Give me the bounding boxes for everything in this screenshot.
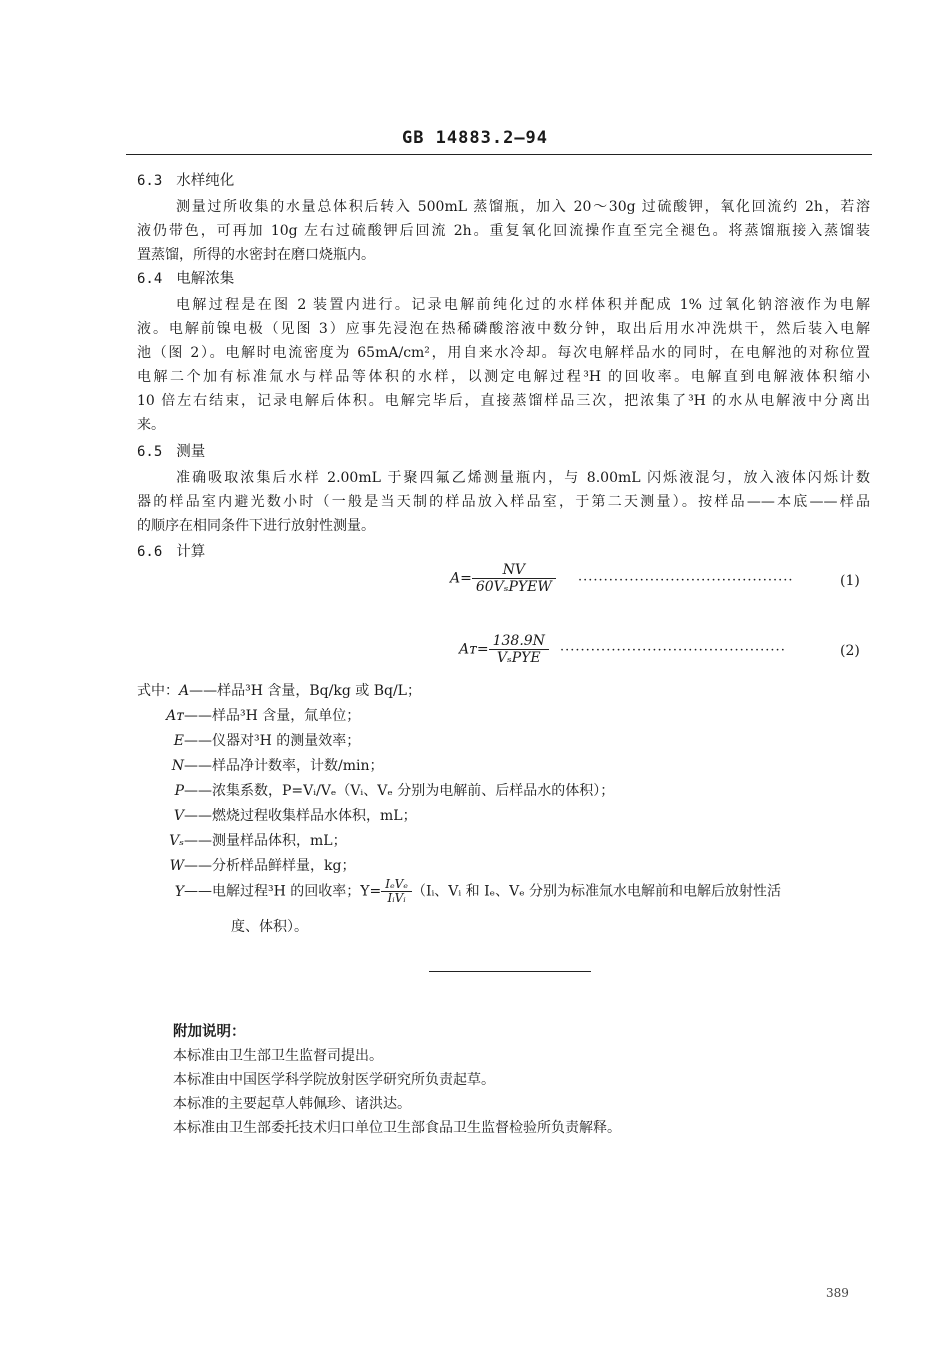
fraction-numerator: IₑVₑ — [381, 878, 412, 892]
where-label: 式中： — [137, 683, 179, 699]
section-title: 测量 — [176, 444, 206, 460]
variable-row — [137, 731, 360, 751]
paragraph-line: 准确吸取浓集后水样 2.00mL 于聚四氟乙烯测量瓶内，与 8.00mL 闪烁液混匀，放入液体闪烁计数 — [176, 470, 870, 486]
paragraph-line: 液仍带色，可再加 10g 左右过硫酸钾后回流 2h。重复氧化回流操作直至完全褪色。将蒸馏瓶接入蒸馏装 — [137, 223, 870, 239]
variable-symbol: P — [174, 783, 184, 799]
paragraph-line: 电解二个加有标准氚水与样品等体积的水样，以测定电解过程³H 的回收率。电解直到电解液体积缩小 — [137, 369, 870, 385]
formula-numerator: NV — [472, 562, 556, 579]
paragraph-line: 来。 — [137, 417, 165, 433]
variable-row — [137, 831, 347, 851]
note-item: 本标准由卫生部委托技术归口单位卫生部食品卫生监督检验所负责解释。 — [173, 1120, 621, 1136]
variable-description: ——浓集系数，P=Vᵢ/Vₑ（Vᵢ、Vₑ 分别为电解前、后样品水的体积）； — [184, 783, 615, 799]
section-6-3-heading — [137, 172, 234, 190]
variable-row — [137, 856, 355, 876]
formula-1 — [450, 562, 556, 595]
section-6-5-heading — [137, 443, 205, 461]
standard-code-header: GB 14883.2—94 — [401, 128, 549, 148]
formula-2 — [459, 633, 549, 666]
leader-dots: ·········································· — [578, 573, 794, 588]
section-6-6-heading — [137, 543, 205, 561]
section-title: 水样纯化 — [176, 173, 235, 189]
variable-description: ——样品³H 含量，氚单位； — [184, 708, 361, 724]
paragraph-line: 池（图 2）。电解时电流密度为 65mA/cm²，用自来水冷却。每次电解样品水的同时，在电解池的对称位置 — [137, 345, 870, 361]
variable-description: ——电解过程³H 的回收率；Y= — [184, 883, 382, 900]
formula-fraction — [489, 633, 549, 666]
formula-lhs: A= — [450, 570, 472, 587]
variable-description: ——样品净计数率，计数/min； — [184, 758, 384, 774]
equation-number: (1) — [840, 573, 860, 589]
end-rule — [429, 971, 591, 972]
fraction-denominator: IᵢVᵢ — [387, 891, 406, 905]
note-item: 本标准由中国医学科学院放射医学研究所负责起草。 — [173, 1072, 495, 1088]
variable-row — [137, 878, 781, 905]
variable-symbol: A — [179, 683, 190, 699]
header-rule — [126, 154, 872, 155]
section-number: 6.6 — [137, 544, 163, 560]
paragraph-line: 测量过所收集的水量总体积后转入 500mL 蒸馏瓶，加入 20～30g 过硫酸钾，氧化回流约 2h，若溶 — [176, 199, 870, 215]
variable-description: ——分析样品鲜样量，kg； — [184, 858, 356, 874]
variable-row — [137, 706, 360, 726]
section-number: 6.4 — [137, 271, 163, 287]
variable-symbol: Y — [174, 883, 184, 900]
variable-symbol: E — [173, 733, 184, 749]
section-number: 6.5 — [137, 444, 163, 460]
variable-row-continuation: 度、体积）。 — [231, 919, 308, 935]
variable-row — [137, 681, 421, 701]
formula-denominator: VₛPYE — [496, 650, 541, 666]
variable-description-cont: （Iᵢ、Vᵢ 和 Iₑ、Vₑ 分别为标准氚水电解前和电解后放射性活 — [411, 883, 782, 900]
variable-description: ——仪器对³H 的测量效率； — [184, 733, 361, 749]
section-title: 计算 — [176, 544, 206, 560]
additional-notes-title: 附加说明： — [173, 1024, 246, 1040]
variable-symbol: Aᴛ — [166, 708, 184, 724]
variable-symbol: W — [169, 858, 184, 874]
formula-numerator: 138.9N — [489, 633, 549, 650]
paragraph-line: 电解过程是在图 2 装置内进行。记录电解前纯化过的水样体积并配成 1% 过氧化钠溶液作为电解 — [176, 297, 870, 313]
paragraph-line: 器的样品室内避光数小时（一般是当天制的样品放入样品室，于第二天测量）。按样品——本底——样品 — [137, 494, 870, 510]
variable-row — [137, 756, 384, 776]
page-number: 389 — [826, 1286, 849, 1300]
variable-description: ——燃烧过程收集样品水体积，mL； — [184, 808, 417, 824]
paragraph-line: 置蒸馏，所得的水密封在磨口烧瓶内。 — [137, 247, 375, 263]
paragraph-line: 的顺序在相同条件下进行放射性测量。 — [137, 518, 375, 534]
section-number: 6.3 — [137, 173, 163, 189]
paragraph-line: 10 倍左右结束，记录电解后体积。电解完毕后，直接蒸馏样品三次，把浓集了³H 的水从电解液中分离出 — [137, 393, 870, 409]
variable-symbol: N — [171, 758, 184, 774]
variable-symbol: Vₛ — [169, 833, 184, 849]
formula-fraction — [472, 562, 556, 595]
section-6-4-heading — [137, 270, 234, 288]
variable-symbol: V — [173, 808, 184, 824]
paragraph-line: 液。电解前镍电极（见图 3）应事先浸泡在热稀磷酸溶液中数分钟，取出后用水冲洗烘干，然后装入电解 — [137, 321, 870, 337]
variable-row — [137, 781, 614, 801]
leader-dots: ············································ — [560, 643, 786, 658]
formula-denominator: 60VₛPYEW — [475, 579, 552, 595]
note-item: 本标准由卫生部卫生监督司提出。 — [173, 1048, 383, 1064]
formula-lhs: Aᴛ= — [459, 641, 489, 658]
recovery-fraction — [381, 878, 412, 905]
note-item: 本标准的主要起草人韩佩珍、诸洪达。 — [173, 1096, 411, 1112]
equation-number: (2) — [840, 643, 860, 659]
section-title: 电解浓集 — [176, 271, 235, 287]
variable-row — [137, 806, 417, 826]
variable-description: ——样品³H 含量，Bq/kg 或 Bq/L； — [189, 683, 421, 699]
variable-description: ——测量样品体积，mL； — [184, 833, 347, 849]
